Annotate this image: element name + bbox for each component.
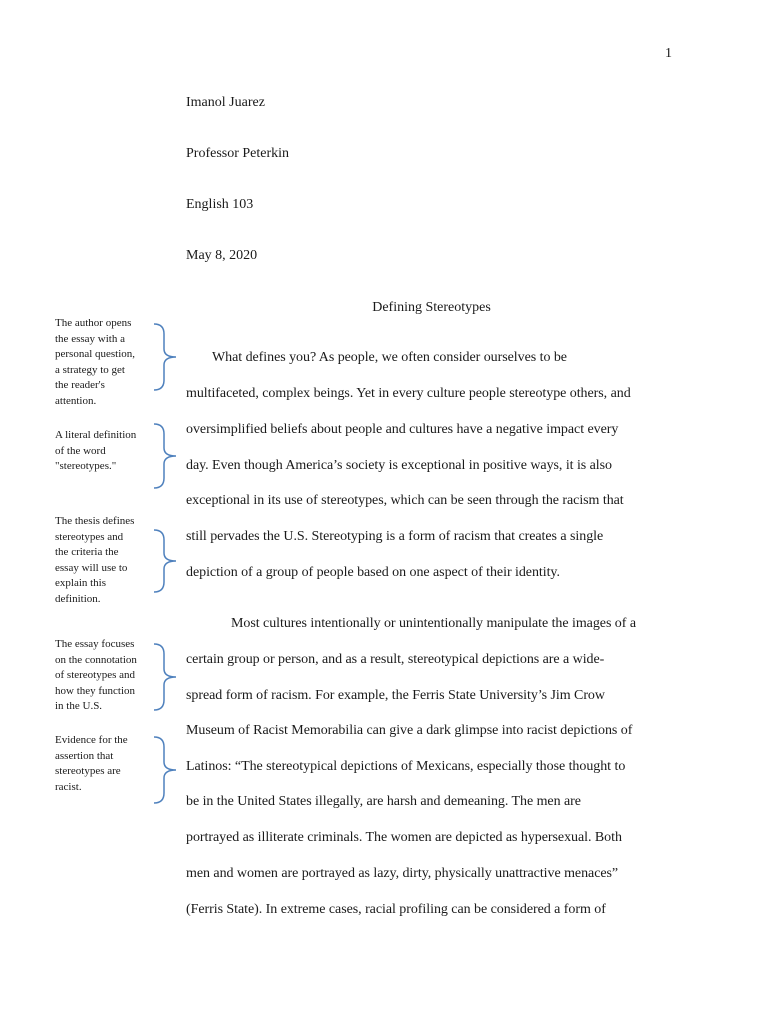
annotation-line: the criteria the xyxy=(55,546,119,558)
annotation-line: The essay focuses xyxy=(55,638,135,650)
body-line: men and women are portrayed as lazy, dirty, physically unattractive menaces” xyxy=(186,866,619,881)
annotation-line: attention. xyxy=(55,394,97,407)
annotation-line: assertion that xyxy=(55,749,114,762)
annotation-line: how they function xyxy=(55,684,136,697)
annotation-line: A literal definition xyxy=(55,429,137,441)
annotation-literal-definition xyxy=(55,428,155,475)
annotation-line: Evidence for the xyxy=(55,734,128,746)
body-line: be in the United States illegally, are harsh and demeaning. The men are xyxy=(186,794,581,809)
curly-brace-icon xyxy=(152,322,182,392)
annotation-line: explain this xyxy=(55,577,107,589)
body-line: depiction of a group of people based on one aspect of their identity. xyxy=(186,565,560,580)
author-name: Imanol Juarez xyxy=(186,95,265,110)
annotation-line: The author opens xyxy=(55,317,132,329)
body-line: still pervades the U.S. Stereotyping is a form of racism that creates a single xyxy=(186,529,604,544)
essay-title: Defining Stereotypes xyxy=(372,300,491,315)
curly-brace-icon xyxy=(152,642,182,712)
annotation-line: The thesis defines xyxy=(55,515,135,527)
annotation-line: the essay with a xyxy=(55,332,125,345)
annotation-line: essay will use to xyxy=(55,561,128,574)
annotation-thesis xyxy=(55,514,155,607)
page-number: 1 xyxy=(665,46,672,61)
body-line: portrayed as illiterate criminals. The women are depicted as hypersexual. Both xyxy=(186,830,622,845)
annotation-line: in the U.S. xyxy=(55,700,103,712)
annotation-personal-question xyxy=(55,316,155,409)
body-line: What defines you? As people, we often consider ourselves to be xyxy=(212,350,567,365)
professor-name: Professor Peterkin xyxy=(186,146,290,161)
body-line: spread form of racism. For example, the Ferris State University’s Jim Crow xyxy=(186,688,605,703)
annotation-evidence xyxy=(55,733,155,795)
body-line: certain group or person, and as a result, stereotypical depictions are a wide- xyxy=(186,652,605,667)
curly-brace-icon xyxy=(152,528,182,594)
body-line: Museum of Racist Memorabilia can give a dark glimpse into racist depictions of xyxy=(186,723,633,738)
annotation-line: personal question, xyxy=(55,348,136,360)
annotation-line: stereotypes and xyxy=(55,530,124,543)
annotation-line: stereotypes are xyxy=(55,765,121,777)
body-line: day. Even though America’s society is exceptional in positive ways, it is also xyxy=(186,458,612,473)
body-line: Most cultures intentionally or unintentionally manipulate the images of a xyxy=(231,616,636,631)
curly-brace-icon xyxy=(152,422,182,490)
body-line: oversimplified beliefs about people and cultures have a negative impact every xyxy=(186,422,619,437)
body-line: Latinos: “The stereotypical depictions of Mexicans, especially those thought to xyxy=(186,759,626,774)
essay-date: May 8, 2020 xyxy=(186,248,258,263)
body-line: (Ferris State). In extreme cases, racial profiling can be considered a form of xyxy=(186,902,606,917)
curly-brace-icon xyxy=(152,735,182,805)
annotation-line: of stereotypes and xyxy=(55,669,136,681)
annotation-line: a strategy to get xyxy=(55,363,125,376)
body-line: multifaceted, complex beings. Yet in every culture people stereotype others, and xyxy=(186,386,631,401)
annotation-connotation xyxy=(55,637,155,715)
body-line: exceptional in its use of stereotypes, which can be seen through the racism that xyxy=(186,493,624,508)
annotation-line: racist. xyxy=(55,780,82,793)
annotation-line: on the connotation xyxy=(55,653,137,666)
annotation-line: the reader's xyxy=(55,379,105,391)
annotation-line: "stereotypes." xyxy=(55,460,117,472)
annotation-line: definition. xyxy=(55,592,101,605)
course-name: English 103 xyxy=(186,197,254,212)
annotation-line: of the word xyxy=(55,444,106,457)
